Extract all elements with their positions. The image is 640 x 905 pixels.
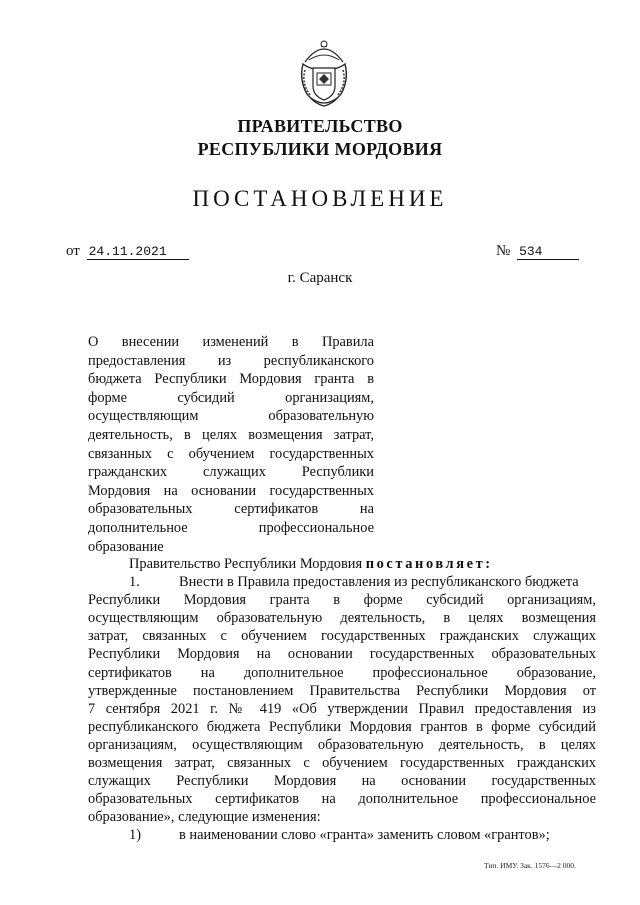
item1-line: осуществляющим образовательную деятельность, в целях возмещения — [88, 610, 596, 627]
item1-line: Республики Мордовия гранта в форме субсидий организациям, — [88, 592, 596, 609]
subject-line: осуществляющим образовательную — [88, 408, 374, 425]
preamble-action: постановляет: — [365, 556, 493, 572]
date-value: 24.11.2021 — [87, 244, 189, 260]
government-title-line2: РЕСПУБЛИКИ МОРДОВИЯ — [197, 139, 443, 159]
subject-line: деятельность, в целях возмещения затрат, — [88, 426, 374, 443]
subject-line: Мордовия на основании государственных — [88, 482, 374, 499]
document-type-title: ПОСТАНОВЛЕНИЕ — [192, 186, 448, 211]
item1-first-text: Внести в Правила предоставления из республиканского бюджета — [179, 574, 579, 591]
item1-line: утвержденные постановлением Правительства Республики Мордовия от — [88, 682, 596, 699]
item1-number: 1. — [129, 574, 140, 591]
preamble-text: Правительство Республики Мордовия — [129, 556, 363, 572]
subitem1 — [88, 826, 596, 844]
subject-line: образовательных сертификатов на — [88, 501, 374, 518]
item1-line: образовательных сертификатов на дополнительное профессиональное — [88, 791, 596, 808]
government-title-line1: ПРАВИТЕЛЬСТВО — [237, 116, 403, 136]
subject-line: О внесении изменений в Правила — [88, 334, 374, 350]
date-line — [66, 243, 189, 260]
item1-line: служащих Республики Мордовия на основании государственных — [88, 773, 596, 790]
item1-line: организациям, осуществляющим образовательную деятельность, в целях — [88, 736, 596, 753]
preamble — [88, 555, 596, 573]
subject-line: бюджета Республики Мордовия гранта в — [88, 371, 374, 388]
subject-block — [88, 333, 374, 556]
item1-line: затрат, связанных с обучением государственных гражданских служащих — [88, 628, 596, 645]
item1-line: возмещения затрат, связанных с обучением государственных гражданских — [88, 755, 596, 772]
city-label: г. Саранск — [287, 270, 353, 286]
subject-line: предоставления из республиканского — [88, 352, 374, 369]
coat-of-arms-emblem — [297, 40, 351, 108]
print-mark: Тип. ИМУ. Зак. 1576—2 000. — [484, 861, 576, 870]
item1-line: сертификатов на дополнительное профессиональное образование, — [88, 664, 596, 681]
number-value: 534 — [517, 244, 579, 260]
body-text — [88, 555, 596, 845]
item1-line: Республики Мордовия на основании государственных образовательных — [88, 646, 596, 663]
subitem1-number: 1) — [129, 827, 141, 844]
item1-first-line — [88, 573, 596, 591]
subject-line: образование — [88, 538, 164, 555]
subject-line: форме субсидий организациям, — [88, 389, 374, 406]
date-prefix: от — [66, 243, 80, 259]
subject-line: дополнительное профессиональное — [88, 519, 374, 536]
item1-line: 7 сентября 2021 г. № 419 «Об утверждении Правил предоставления из — [88, 700, 596, 717]
subitem1-text: в наименовании слово «гранта» заменить словом «грантов»; — [179, 827, 550, 844]
number-line — [496, 243, 579, 260]
item1-line: образование», следующие изменения: — [88, 809, 321, 826]
number-prefix: № — [496, 243, 511, 259]
subject-line: гражданских служащих Республики — [88, 464, 374, 481]
item1-line: республиканского бюджета Республики Мордовия грантов в форме субсидий — [88, 718, 596, 735]
subject-line: связанных с обучением государственных — [88, 445, 374, 462]
